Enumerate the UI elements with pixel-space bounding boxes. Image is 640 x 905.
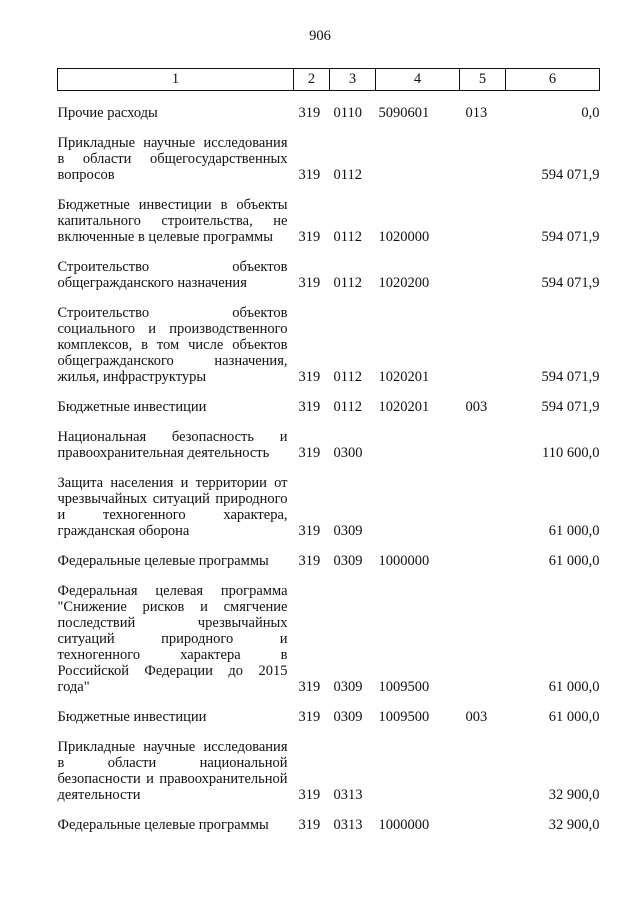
row-amount: 594 071,9 (541, 229, 600, 245)
row-ministry-code: 319 (298, 167, 321, 183)
table-row (58, 105, 600, 121)
column-header-4: 4 (376, 69, 460, 91)
row-amount: 61 000,0 (548, 553, 600, 569)
row-target-code (376, 739, 460, 803)
row-expense-type (460, 739, 506, 803)
table-row (58, 305, 600, 385)
table-row (58, 739, 600, 803)
row-section-code: 0313 (333, 817, 363, 833)
row-section-code: 0112 (333, 229, 362, 245)
row-name: Прикладные научные исследования в области общегосударственных вопросов (57, 135, 288, 183)
row-section-code: 0309 (333, 679, 363, 695)
table-row (58, 197, 600, 245)
row-ministry-code: 319 (298, 679, 321, 695)
row-target-code: 1000000 (378, 817, 430, 833)
row-expense-type (460, 197, 506, 245)
row-expense-type (460, 259, 506, 291)
row-name: Бюджетные инвестиции (57, 399, 207, 415)
table-body (58, 91, 600, 834)
column-header-3: 3 (330, 69, 376, 91)
table-header (58, 69, 600, 91)
column-header-6: 6 (506, 69, 600, 91)
row-amount: 61 000,0 (548, 709, 600, 725)
row-section-code: 0112 (333, 167, 362, 183)
row-ministry-code: 319 (298, 369, 321, 385)
budget-table (57, 68, 600, 833)
row-amount: 594 071,9 (541, 399, 600, 415)
row-name: Бюджетные инвестиции в объекты капитального строительства, не включенные в целевые программы (57, 197, 288, 245)
row-target-code: 1020201 (378, 399, 430, 415)
row-name: Федеральная целевая программа "Снижение рисков и смягчение последствий чрезвычайных ситуаций природного и техногенного характера в Российской Федерации до 2015 года" (57, 583, 288, 695)
row-name: Прочие расходы (57, 105, 158, 121)
page-number: 906 (309, 28, 331, 44)
table-row (58, 817, 600, 833)
row-section-code: 0313 (333, 787, 363, 803)
row-expense-type (460, 475, 506, 539)
row-name: Бюджетные инвестиции (57, 709, 207, 725)
row-ministry-code: 319 (298, 787, 321, 803)
table-row (58, 553, 600, 569)
row-expense-type (460, 135, 506, 183)
table-row (58, 475, 600, 539)
row-ministry-code: 319 (298, 229, 321, 245)
row-name: Защита населения и территории от чрезвычайных ситуаций природного и техногенного характера, гражданская оборона (57, 475, 288, 539)
row-section-code: 0112 (333, 399, 362, 415)
row-section-code: 0110 (333, 105, 362, 121)
row-ministry-code: 319 (298, 399, 321, 415)
row-ministry-code: 319 (298, 523, 321, 539)
row-target-code (376, 429, 460, 461)
row-target-code (376, 475, 460, 539)
row-expense-type: 013 (465, 105, 488, 121)
row-amount: 594 071,9 (541, 167, 600, 183)
column-header-2: 2 (294, 69, 330, 91)
row-expense-type: 003 (465, 399, 488, 415)
row-target-code: 1020000 (378, 229, 430, 245)
row-name: Строительство объектов общегражданского назначения (57, 259, 288, 291)
row-amount: 61 000,0 (548, 523, 600, 539)
row-target-code: 5090601 (378, 105, 430, 121)
table-row (58, 135, 600, 183)
table-row (58, 429, 600, 461)
row-target-code (376, 135, 460, 183)
row-expense-type (460, 583, 506, 695)
row-section-code: 0112 (333, 275, 362, 291)
row-target-code: 1009500 (378, 709, 430, 725)
row-expense-type: 003 (465, 709, 488, 725)
table-row (58, 399, 600, 415)
row-ministry-code: 319 (298, 553, 321, 569)
row-target-code: 1009500 (378, 679, 430, 695)
row-ministry-code: 319 (298, 105, 321, 121)
row-amount: 594 071,9 (541, 369, 600, 385)
row-target-code: 1020200 (378, 275, 430, 291)
row-ministry-code: 319 (298, 817, 321, 833)
row-target-code: 1020201 (378, 369, 430, 385)
row-amount: 32 900,0 (548, 787, 600, 803)
row-amount: 32 900,0 (548, 817, 600, 833)
row-name: Строительство объектов социального и производственного комплексов, в том числе объектов общегражданского назначения, жилья, инфраструктуры (57, 305, 288, 385)
row-name: Прикладные научные исследования в области национальной безопасности и правоохранительной деятельности (57, 739, 288, 803)
row-ministry-code: 319 (298, 445, 321, 461)
column-header-5: 5 (460, 69, 506, 91)
row-expense-type (460, 553, 506, 569)
row-expense-type (460, 305, 506, 385)
row-name: Федеральные целевые программы (57, 817, 269, 833)
row-ministry-code: 319 (298, 709, 321, 725)
row-amount: 0,0 (581, 105, 600, 121)
row-section-code: 0300 (333, 445, 363, 461)
row-section-code: 0309 (333, 553, 363, 569)
table-row (58, 583, 600, 695)
row-section-code: 0309 (333, 709, 363, 725)
row-name: Федеральные целевые программы (57, 553, 269, 569)
row-amount: 594 071,9 (541, 275, 600, 291)
table-row (58, 259, 600, 291)
row-target-code: 1000000 (378, 553, 430, 569)
table-row (58, 709, 600, 725)
column-header-1: 1 (58, 69, 294, 91)
row-ministry-code: 319 (298, 275, 321, 291)
row-expense-type (460, 817, 506, 833)
row-expense-type (460, 429, 506, 461)
row-section-code: 0112 (333, 369, 362, 385)
row-amount: 110 600,0 (542, 445, 600, 461)
row-name: Национальная безопасность и правоохранительная деятельность (57, 429, 288, 461)
row-section-code: 0309 (333, 523, 363, 539)
row-amount: 61 000,0 (548, 679, 600, 695)
